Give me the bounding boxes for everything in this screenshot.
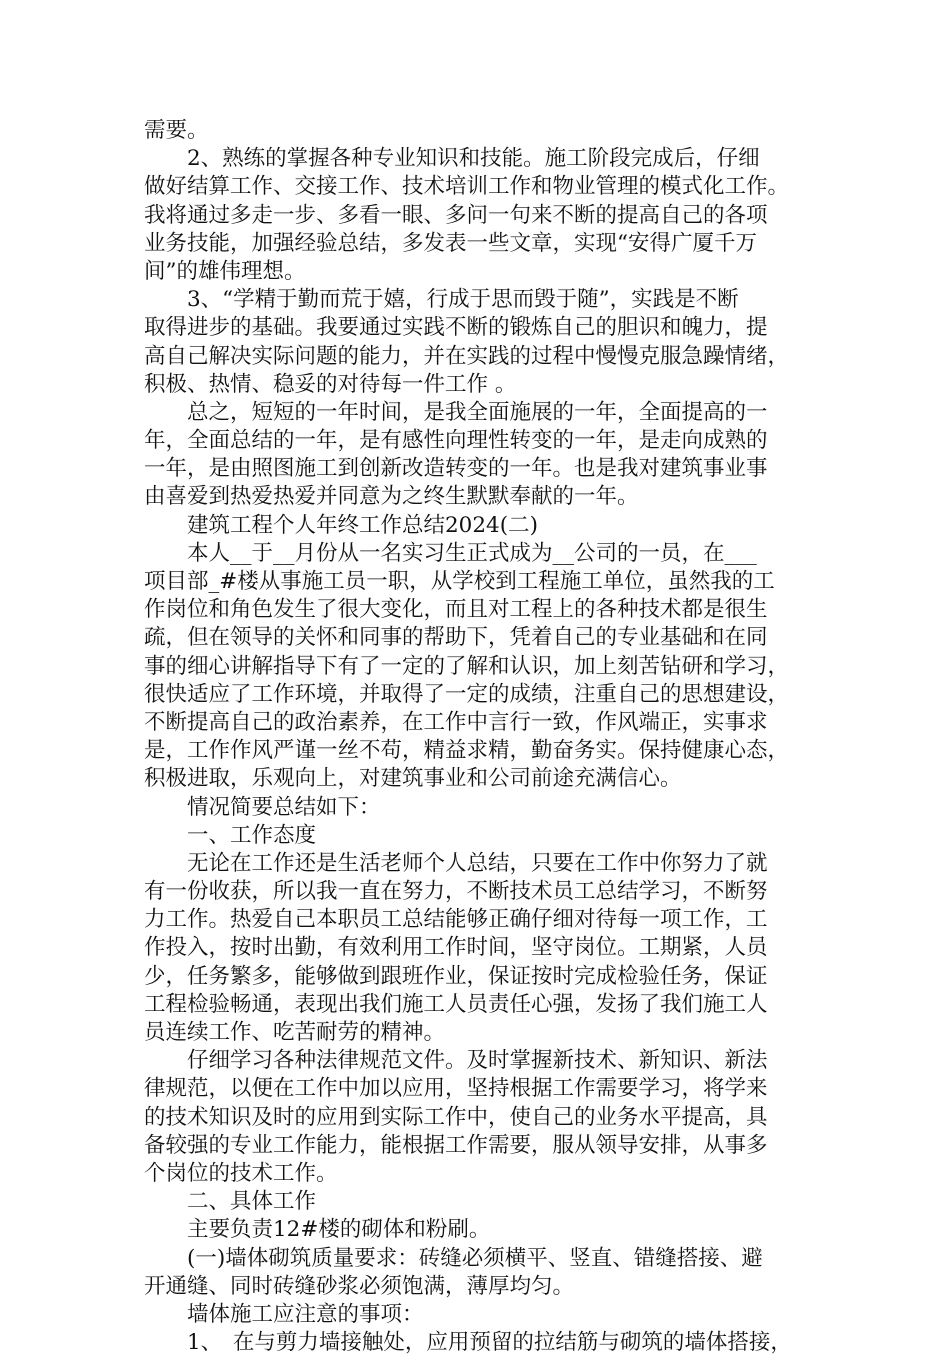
text-line: 做好结算工作、交接工作、技术培训工作和物业管理的模式化工作。 bbox=[144, 174, 790, 200]
text-line: 墙体施工应注意的事项： bbox=[144, 1301, 424, 1327]
text-line: 主要负责12#楼的砌体和粉刷。 bbox=[144, 1217, 491, 1243]
text-line: 积极、热情、稳妥的对待每一件工作 。 bbox=[144, 371, 517, 397]
text-line: 间”的雄伟理想。 bbox=[144, 258, 306, 284]
text-line: 1、 在与剪力墙接触处，应用预留的拉结筋与砌筑的墙体搭接， bbox=[144, 1330, 792, 1356]
text-line: 备较强的专业工作能力，能根据工作需要，服从领导安排，从事多 bbox=[144, 1132, 768, 1158]
text-line: 个岗位的技术工作。 bbox=[144, 1160, 338, 1186]
text-line: 不断提高自己的政治素养，在工作中言行一致，作风端正，实事求 bbox=[144, 709, 768, 735]
text-line: 项目部_#楼从事施工员一职，从学校到工程施工单位，虽然我的工 bbox=[144, 569, 775, 594]
text-line: 积极进取，乐观向上，对建筑事业和公司前途充满信心。 bbox=[144, 766, 682, 792]
text-line: 取得进步的基础。我要通过实践不断的锻炼自己的胆识和魄力，提 bbox=[144, 315, 768, 341]
text-line: 由喜爱到热爱热爱并同意为之终生默默奉献的一年。 bbox=[144, 484, 639, 510]
text-line: 需要。 bbox=[144, 118, 209, 143]
text-line: 情况简要总结如下： bbox=[144, 794, 381, 820]
text-line: 作岗位和角色发生了很大变化，而且对工程上的各种技术都是很生 bbox=[144, 597, 768, 623]
text-line: 一年，是由照图施工到创新改造转变的一年。也是我对建筑事业事 bbox=[144, 456, 768, 482]
text-line: 很快适应了工作环境，并取得了一定的成绩，注重自己的思想建设， bbox=[144, 681, 790, 707]
text-line: 疏，但在领导的关怀和同事的帮助下，凭着自己的专业基础和在同 bbox=[144, 625, 768, 651]
text-line: 一、工作态度 bbox=[144, 822, 317, 848]
text-line: 高自己解决实际问题的能力，并在实践的过程中慢慢克服急躁情绪， bbox=[144, 343, 790, 369]
text-line: 作投入，按时出勤，有效利用工作时间，坚守岗位。工期紧，人员 bbox=[144, 935, 768, 961]
text-line: 有一份收获，所以我一直在努力，不断技术员工总结学习，不断努 bbox=[144, 879, 768, 905]
text-line: 少，任务繁多，能够做到跟班作业，保证按时完成检验任务，保证 bbox=[144, 963, 768, 989]
text-line: 无论在工作还是生活老师个人总结，只要在工作中你努力了就 bbox=[144, 850, 768, 876]
text-line: 仔细学习各种法律规范文件。及时掌握新技术、新知识、新法 bbox=[144, 1048, 768, 1074]
text-line: (一)墙体砌筑质量要求：砖缝必须横平、竖直、错缝搭接、避 bbox=[144, 1245, 763, 1271]
text-line: 我将通过多走一步、多看一眼、多问一句来不断的提高自己的各项 bbox=[144, 202, 768, 228]
text-line: 律规范，以便在工作中加以应用，坚持根据工作需要学习，将学来 bbox=[144, 1076, 768, 1102]
text-line: 2、熟练的掌握各种专业知识和技能。施工阶段完成后，仔细 bbox=[144, 146, 760, 172]
text-line: 3、“学精于勤而荒于嬉，行成于思而毁于随”，实践是不断 bbox=[144, 287, 739, 313]
text-line: 总之，短短的一年时间，是我全面施展的一年，全面提高的一 bbox=[144, 399, 768, 425]
text-line: 工程检验畅通，表现出我们施工人员责任心强，发扬了我们施工人 bbox=[144, 991, 768, 1017]
text-line: 年，全面总结的一年，是有感性向理性转变的一年，是走向成熟的 bbox=[144, 428, 768, 454]
text-line: 本人__于__月份从一名实习生正式成为__公司的一员，在___ bbox=[144, 540, 757, 566]
text-line: 二、具体工作 bbox=[144, 1189, 317, 1215]
text-line: 的技术知识及时的应用到实际工作中，使自己的业务水平提高，具 bbox=[144, 1104, 768, 1130]
text-line: 开通缝、同时砖缝砂浆必须饱满，薄厚均匀。 bbox=[144, 1273, 575, 1299]
text-line: 是，工作作风严谨一丝不苟，精益求精，勤奋务实。保持健康心态， bbox=[144, 738, 790, 764]
text-line: 业务技能，加强经验总结，多发表一些文章，实现“安得广厦千万 bbox=[144, 230, 757, 256]
text-line: 建筑工程个人年终工作总结2024(二) bbox=[144, 512, 538, 538]
text-line: 事的细心讲解指导下有了一定的了解和认识，加上刻苦钻研和学习， bbox=[144, 653, 790, 679]
text-line: 力工作。热爱自己本职员工总结能够正确仔细对待每一项工作，工 bbox=[144, 907, 768, 933]
document-body bbox=[144, 117, 824, 1357]
text-line: 员连续工作、吃苦耐劳的精神。 bbox=[144, 1020, 446, 1045]
